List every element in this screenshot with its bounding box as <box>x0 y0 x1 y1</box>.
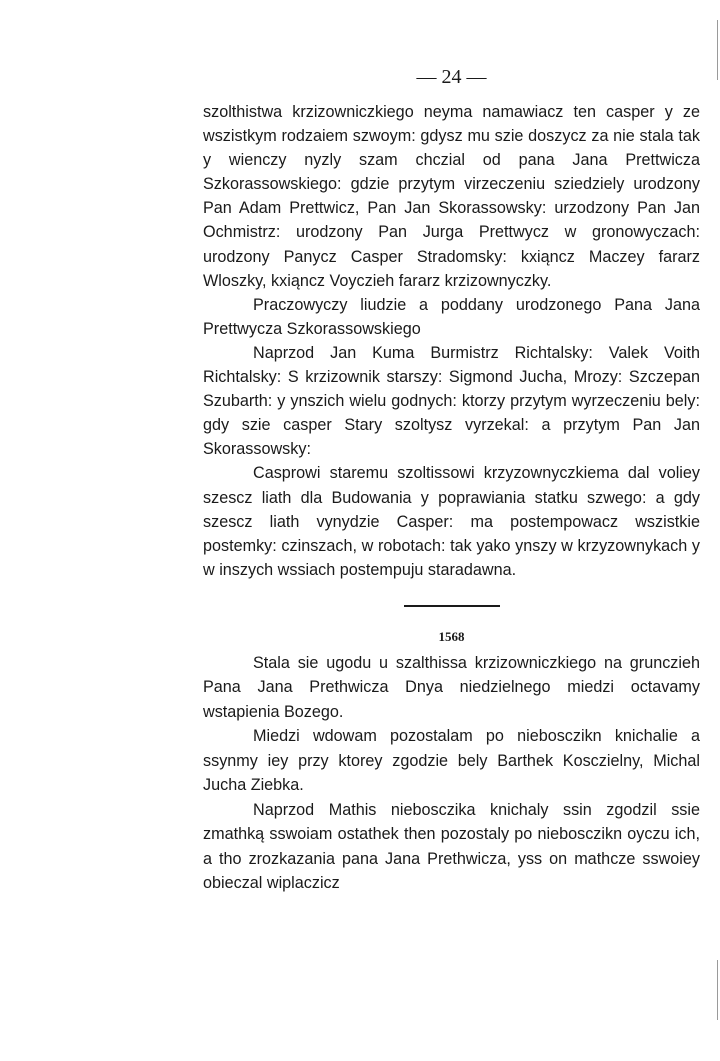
text-section-2 <box>203 651 700 896</box>
document-page <box>203 62 700 896</box>
paragraph-6: Miedzi wdowam pozostalam po niebosczikn knichalie a ssynmy iey przy ktorey zgodzie bely Barthek Kosczielny, Michal Jucha Ziebka. <box>203 727 700 795</box>
paragraph-5: Stala sie ugodu u szalthissa krzizowniczkiego na grunczieh Pana Jana Prethwicza Dnya niedzielnego miedzi octavamy wstapienia Bozego. <box>203 653 700 721</box>
paragraph-3: Naprzod Jan Kuma Burmistrz Richtalsky: Valek Voith Richtalsky: S krzizownik starszy: Sigmond Jucha, Mrozy: Szczepan Szubarth: y ynszich wielu godnych: ktorzy przytym wyrzeczeniu bely: gdy szie casper Stary szoltysz vyrzekal: a przytym Pan Jan Skorassowsky: <box>203 343 700 459</box>
paragraph-2: Praczowyczy liudzie a poddany urodzonego Pana Jana Prettwycza Szkorassowskiego <box>203 295 700 338</box>
page-number: — 24 — <box>416 66 487 88</box>
paragraph-7: Naprzod Mathis niebosczika knichaly ssin zgodzil ssie zmathką sswoiam ostathek then pozostaly po niebosczikn oyczu ich, a tho zrozkazania pana Jana Prethwicza, yss on mathcze sswoiey obieczal wiplaczicz <box>203 800 700 893</box>
page-edge-mark-bottom <box>717 960 718 1020</box>
paragraph-4: Casprowi staremu szoltissowi krzyzownyczkiema dal voliey szescz liath dla Budowania y poprawiania statku szwego: a gdy szescz liath vynydzie Casper: ma postempowacz wszistkie postemky: czinszach, w robotach: tak yako ynszy w krzyzownykach y w inszych wssiach postempuju staradawna. <box>203 464 700 579</box>
paragraph-1: szolthistwa krzizowniczkiego neyma namawiacz ten casper y ze wszistkym rodzaiem szwoym: gdysz mu szie doszycz za nie stala tak y wienczy nyzly szam chczial od pana Jana Prettwicza Szkorassowskiego: gdzie przytym virzeczeniu sziedziely urodzony Pan Adam Prettwicz, Pan Jan Skorassowsky: urzodzony Pan Jan Ochmistrz: urodzony Pan Jurga Prettwycz w gronowyczach: urodzony Panycz Casper Stradomsky: kxiąncz Maczey fararz Wloszky, kxiąncz Voyczieh fararz krzizownyczky. <box>203 103 700 290</box>
text-section-1 <box>203 100 700 582</box>
year-heading: 1568 <box>438 628 465 644</box>
section-divider <box>404 605 500 607</box>
page-edge-mark-top <box>717 20 718 80</box>
